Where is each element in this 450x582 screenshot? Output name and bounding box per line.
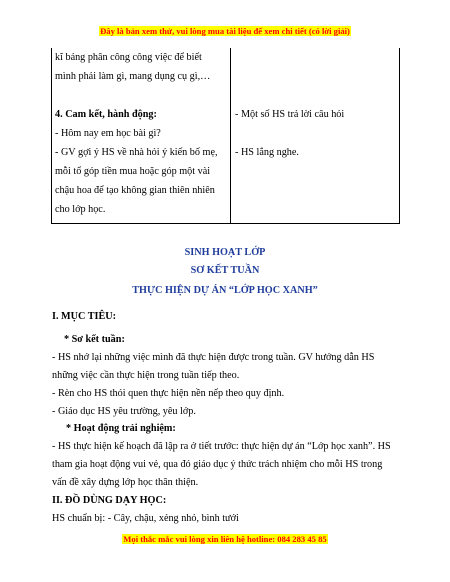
sub1-heading: * Sơ kết tuần: bbox=[64, 334, 125, 345]
table-left-line: kĩ bảng phân công công việc để biết bbox=[55, 52, 202, 63]
title-du-an: THỰC HIỆN DỰ ÁN “LỚP HỌC XANH” bbox=[132, 285, 318, 296]
student-activity-cell bbox=[231, 48, 400, 224]
paragraph-line: - HS nhớ lại những việc mình đã thực hiện được trong tuần. GV hướng dẫn HS bbox=[52, 352, 375, 363]
table-left-line: mỗi tổ góp tiền mua hoặc góp một vài bbox=[55, 166, 211, 177]
section2-heading: II. ĐỒ DÙNG DẠY HỌC: bbox=[52, 495, 167, 506]
hotline-banner-text: Mọi thắc mắc vui lòng xin liên hệ hotline: 084 283 45 85 bbox=[123, 534, 327, 544]
paragraph-line: - HS thực hiện kế hoạch đã lập ra ở tiết trước: thực hiện dự án “Lớp học xanh”. HS bbox=[52, 441, 391, 452]
paragraph-line: - Rèn cho HS thói quen thực hiện nền nếp theo quy định. bbox=[52, 388, 285, 399]
table-left-line: - Hôm nay em học bài gì? bbox=[55, 128, 161, 139]
section1-heading: I. MỤC TIÊU: bbox=[52, 311, 117, 322]
paragraph-line: những việc cần thực hiện trong tuần tiếp theo. bbox=[52, 370, 240, 381]
table-left-line: mình phải làm gì, mang dụng cụ gì,… bbox=[55, 71, 211, 82]
table-row bbox=[52, 48, 400, 224]
table-left-line: cho lớp học. bbox=[55, 204, 106, 215]
table-left-line: - GV gợi ý HS về nhà hỏi ý kiến bố mẹ, bbox=[55, 147, 218, 158]
paragraph-line: - Giáo dục HS yêu trường, yêu lớp. bbox=[52, 406, 196, 417]
title-so-ket-tuan: SƠ KẾT TUẦN bbox=[190, 265, 260, 276]
preview-banner-text: Đây là bản xem thử, vui lòng mua tài liệu để xem chi tiết (có lời giải) bbox=[100, 26, 350, 36]
paragraph-line: HS chuẩn bị: - Cây, chậu, xẻng nhỏ, bình tưới bbox=[52, 513, 239, 524]
preview-banner bbox=[0, 26, 450, 36]
activity-table bbox=[51, 48, 400, 224]
teacher-activity-cell bbox=[52, 48, 231, 224]
table-right-line: - Một số HS trả lời câu hỏi bbox=[235, 109, 345, 120]
hotline-banner bbox=[0, 534, 450, 544]
title-sinh-hoat-lop: SINH HOẠT LỚP bbox=[184, 247, 266, 258]
table-right-line: - HS lắng nghe. bbox=[235, 147, 299, 158]
sub2-heading: * Hoạt động trải nghiệm: bbox=[66, 423, 176, 434]
section4-heading: 4. Cam kết, hành động: bbox=[55, 109, 157, 120]
table-left-line: chậu hoa để tạo không gian thiên nhiên bbox=[55, 185, 215, 196]
paragraph-line: tham gia hoạt động vui vẻ, qua đó giáo dục ý thức trách nhiệm cho mỗi HS trong bbox=[52, 459, 383, 470]
paragraph-line: vấn đề xây dựng lớp học thân thiện. bbox=[52, 477, 199, 488]
